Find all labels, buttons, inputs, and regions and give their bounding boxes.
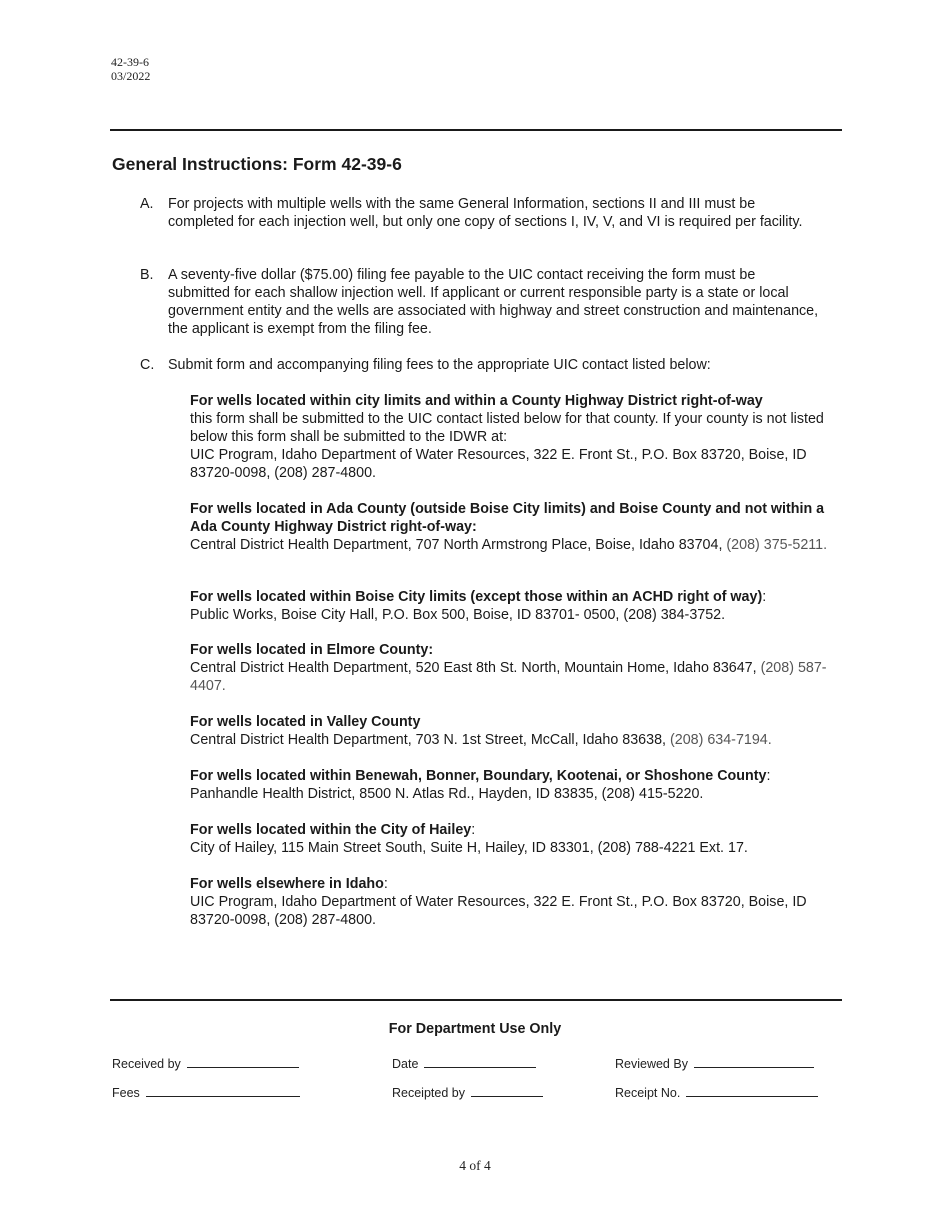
contact-elsewhere (190, 875, 830, 929)
contact-elmore-county (190, 641, 830, 695)
contact-suffix: : (766, 768, 771, 784)
department-heading: For Department Use Only (388, 1021, 562, 1037)
contact-suffix: : (383, 876, 388, 892)
receipted-by-label: Receipted by (392, 1086, 465, 1100)
instruction-b (140, 266, 820, 338)
date-line[interactable] (424, 1056, 536, 1068)
reviewed-by-field[interactable] (615, 1056, 814, 1071)
received-by-field[interactable] (112, 1056, 299, 1071)
reviewed-by-label: Reviewed By (615, 1057, 688, 1071)
instruction-a (140, 195, 820, 231)
page-number: 4 of 4 (459, 1158, 491, 1173)
date-label: Date (392, 1057, 419, 1071)
contact-address: UIC Program, Idaho Department of Water Resources, 322 E. Front St., P.O. Box 83720, Boise, ID 83720-0098, (208) 287-4800. (190, 447, 807, 481)
page-title: General Instructions: Form 42-39-6 (112, 154, 402, 174)
contact-heading: For wells located in Ada County (outside Boise City limits) and Boise County and not within a Ada County Highway District right-of-way: (190, 501, 825, 535)
contact-address-block (190, 659, 830, 695)
contact-suffix: : (762, 589, 767, 605)
contact-address: Panhandle Health District, 8500 N. Atlas Rd., Hayden, ID 83835, (208) 415-5220. (190, 786, 704, 802)
receipt-no-label: Receipt No. (615, 1086, 681, 1100)
instruction-text: For projects with multiple wells with the same General Information, sections II and III must be completed for each injection well, but only one copy of sections I, IV, V, and VI is required per facility. (168, 196, 803, 230)
contact-address: Public Works, Boise City Hall, P.O. Box 500, Boise, ID 83701- 0500, (208) 384-3752. (190, 607, 726, 623)
instruction-text: Submit form and accompanying filing fees to the appropriate UIC contact listed below: (168, 357, 711, 373)
contact-address: City of Hailey, 115 Main Street South, Suite H, Hailey, ID 83301, (208) 788-4221 Ext. 17. (190, 840, 748, 856)
instruction-text: A seventy-five dollar ($75.00) filing fee payable to the UIC contact receiving the form must be submitted for each shallow injection well. If applicant or current responsible party is a state or local government entity and the wells are associated with highway and street construction and maintenance, the applicant is exempt from the filing fee. (168, 267, 819, 337)
received-by-line[interactable] (187, 1056, 299, 1068)
contact-suffix: : (471, 822, 476, 838)
date-field[interactable] (392, 1056, 536, 1071)
contact-address-block (190, 731, 830, 749)
contact-heading: For wells elsewhere in Idaho (190, 876, 384, 892)
contact-valley-county (190, 713, 830, 749)
contact-ada-county (190, 500, 830, 554)
contact-phone: (208) 375-5211. (726, 537, 828, 553)
contact-hailey (190, 821, 830, 857)
form-date: 03/2022 (111, 69, 151, 83)
top-divider (110, 129, 842, 131)
contact-address: UIC Program, Idaho Department of Water Resources, 322 E. Front St., P.O. Box 83720, Boise, ID 83720-0098, (208) 287-4800. (190, 894, 807, 928)
contact-body: this form shall be submitted to the UIC contact listed below for that county. If your county is not listed below this form shall be submitted to the IDWR at: (190, 411, 824, 445)
department-divider (110, 999, 842, 1001)
contact-heading: For wells located within city limits and within a County Highway District right-of-way (190, 393, 763, 409)
instruction-c (140, 356, 820, 374)
form-number: 42-39-6 (111, 55, 149, 69)
contact-boise-city (190, 588, 830, 624)
contact-address-block (190, 536, 830, 554)
contact-city-limits (190, 392, 830, 482)
contact-heading: For wells located in Elmore County: (190, 642, 434, 658)
contact-heading: For wells located within the City of Hailey (190, 822, 472, 838)
contact-address: Central District Health Department, 707 North Armstrong Place, Boise, Idaho 83704, (190, 537, 723, 553)
form-code-header (111, 55, 150, 83)
contact-address: Central District Health Department, 520 East 8th St. North, Mountain Home, Idaho 83647, (190, 660, 757, 676)
receipt-no-line[interactable] (686, 1085, 818, 1097)
fees-line[interactable] (146, 1085, 300, 1097)
instruction-label: B. (140, 267, 154, 283)
instruction-label: C. (140, 357, 155, 373)
reviewed-by-line[interactable] (694, 1056, 814, 1068)
received-by-label: Received by (112, 1057, 181, 1071)
fees-label: Fees (112, 1086, 140, 1100)
contact-heading: For wells located within Boise City limits (except those within an ACHD right of way) (190, 589, 763, 605)
contact-panhandle (190, 767, 830, 803)
contact-phone: (208) 634-7194. (669, 732, 772, 748)
contact-phone: (208) 587-4407. (190, 660, 827, 694)
receipt-no-field[interactable] (615, 1085, 818, 1100)
contact-address: Central District Health Department, 703 N. 1st Street, McCall, Idaho 83638, (190, 732, 666, 748)
receipted-by-field[interactable] (392, 1085, 543, 1100)
contact-heading: For wells located within Benewah, Bonner, Boundary, Kootenai, or Shoshone County (190, 768, 767, 784)
contact-heading: For wells located in Valley County (190, 714, 421, 730)
receipted-by-line[interactable] (471, 1085, 543, 1097)
instruction-label: A. (140, 196, 154, 212)
fees-field[interactable] (112, 1085, 300, 1100)
